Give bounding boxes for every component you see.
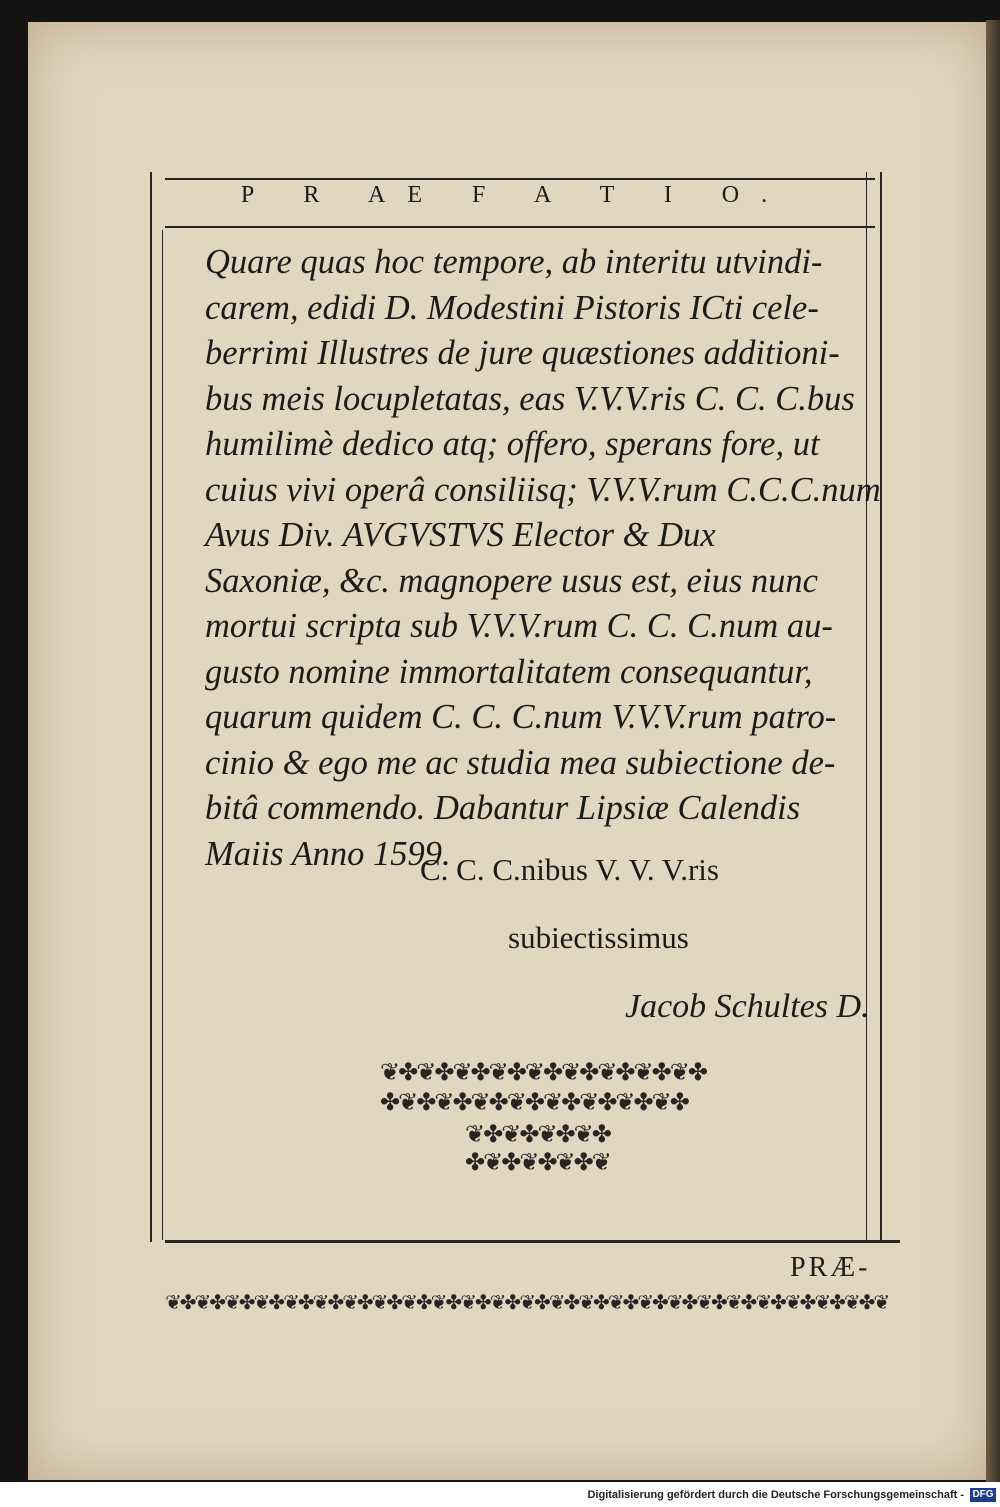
fleuron-ornament-row: ❦✤❦✤❦✤❦✤❦✤❦✤❦✤❦✤❦✤ bbox=[380, 1058, 706, 1086]
body-line: quarum quidem C. C. C.num V.V.V.rum patro- bbox=[205, 698, 837, 736]
closing-salutation: C. C. C.nibus V. V. V.ris bbox=[420, 852, 719, 887]
signature: Jacob Schultes D. bbox=[625, 988, 870, 1025]
body-line: carem, edidi D. Modestini Pistoris ICti cele- bbox=[205, 288, 819, 327]
preface-body bbox=[205, 240, 885, 877]
head-rule-top bbox=[165, 178, 875, 180]
frame-inner-rule-left bbox=[162, 230, 163, 1240]
head-rule-bottom bbox=[165, 226, 875, 228]
fleuron-ornament-row: ✤❦✤❦✤❦✤❦✤❦✤❦✤❦✤❦✤ bbox=[380, 1088, 688, 1116]
body-line: humilimè dedico atq; offero, sperans fore, ut bbox=[205, 425, 820, 463]
body-line: Quare quas hoc tempore, ab interitu utvindi- bbox=[205, 243, 823, 281]
body-line: bitâ commendo. Dabantur Lipsiæ Calendis bbox=[205, 789, 801, 827]
body-line: berrimi Illustres de jure quæstiones additioni- bbox=[205, 334, 840, 372]
running-head: P R AE F A T I O. bbox=[240, 182, 790, 208]
dfg-logo-icon: DFG bbox=[970, 1488, 996, 1502]
fleuron-ornament-row: ✤❦✤❦✤❦✤❦ bbox=[465, 1148, 610, 1176]
bottom-ornament-band: ❦✤❦✤❦✤❦✤❦✤❦✤❦✤❦✤❦✤❦✤❦✤❦✤❦✤❦✤❦✤❦✤❦✤❦✤❦✤❦✤❦✤❦✤❦✤❦✤❦ bbox=[165, 1290, 889, 1314]
body-line: cinio & ego me ac studia mea subiectione de- bbox=[205, 743, 836, 782]
body-line: mortui scripta sub V.V.V.rum C. C. C.num au- bbox=[205, 607, 833, 645]
page-edge bbox=[986, 20, 1000, 1482]
footer-credit: Digitalisierung gefördert durch die Deutsche Forschungsgemeinschaft - bbox=[587, 1489, 964, 1501]
body-line: Maiis Anno 1599. bbox=[205, 834, 451, 873]
bottom-rule bbox=[165, 1240, 900, 1243]
fleuron-ornament-row: ❦✤❦✤❦✤❦✤ bbox=[465, 1120, 610, 1148]
body-line: cuius vivi operâ consiliisq; V.V.V.rum C.C.C.num bbox=[205, 470, 881, 509]
body-line: Avus Div. AVGVSTVS Elector & Dux bbox=[205, 516, 716, 554]
body-line: gusto nomine immortalitatem consequantur, bbox=[205, 652, 813, 691]
closing-subscription: subiectissimus bbox=[508, 920, 689, 955]
catchword: PRÆ- bbox=[790, 1252, 871, 1283]
body-line: bus meis locupletatas, eas V.V.V.ris C. C. C.bus bbox=[205, 379, 855, 418]
body-line: Saxoniæ, &c. magnopere usus est, eius nunc bbox=[205, 561, 818, 600]
